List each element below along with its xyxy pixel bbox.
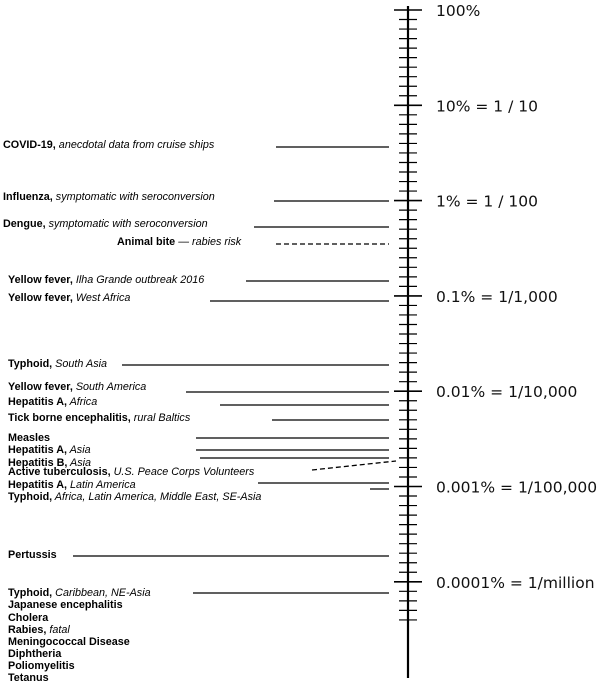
entry-label [8, 432, 50, 444]
entry-label [8, 412, 191, 424]
entry-note: Asia [67, 444, 91, 456]
scale-label: 100% [436, 2, 481, 20]
entry-label [8, 660, 75, 672]
entry-note: U.S. Peace Corps Volunteers [110, 466, 255, 478]
entry-name: Active tuberculosis, [8, 466, 111, 478]
entry-label [8, 479, 136, 491]
entry-label [117, 236, 242, 248]
entry-name: Yellow fever, [8, 274, 73, 286]
entry-label [8, 381, 146, 393]
entry-label [8, 549, 57, 561]
entry-label [8, 599, 123, 611]
entry-note: Asia [67, 457, 92, 469]
entry-label [8, 672, 49, 682]
entry-note: anecdotal data from cruise ships [55, 139, 215, 151]
entry-name: Pertussis [8, 549, 57, 561]
scale-label: 0.0001% = 1/million [436, 573, 595, 592]
entry-name: Typhoid, [8, 491, 53, 503]
entry-name: Hepatitis B, [8, 457, 68, 469]
entry-name: Typhoid, [8, 358, 53, 370]
entry-label [3, 191, 215, 203]
entry-note: South America [72, 381, 147, 393]
entry-name: Hepatitis A, [8, 479, 67, 491]
entry-name: Animal bite [117, 236, 176, 248]
entry-name: Japanese encephalitis [8, 599, 123, 611]
entry-label [8, 396, 97, 408]
entry-name: Hepatitis A, [8, 396, 67, 408]
entry-note: Ilha Grande outbreak 2016 [72, 274, 205, 286]
entry-name: Measles [8, 432, 51, 444]
entry-label [3, 139, 215, 151]
scale-label: 0.001% = 1/100,000 [436, 478, 598, 497]
entry-label [8, 358, 107, 370]
entry-name: Dengue, [3, 218, 46, 230]
entry-name: Tetanus [8, 672, 49, 682]
entry-note: Latin America [67, 479, 136, 491]
entry-note: West Africa [72, 292, 131, 304]
entry-name: Meningococcal Disease [8, 636, 130, 648]
entry-name: COVID-19, [3, 139, 56, 151]
entry-note: rural Baltics [130, 412, 191, 424]
entry-label [3, 218, 208, 230]
entry-note: South Asia [52, 358, 108, 370]
entry-label [8, 624, 70, 636]
scale-label: 0.1% = 1/1,000 [436, 287, 558, 306]
entry-note: symptomatic with seroconversion [52, 191, 215, 203]
entry-name: Diphtheria [8, 648, 62, 660]
entry-name: Influenza, [3, 191, 53, 203]
entry-note: symptomatic with seroconversion [45, 218, 208, 230]
entry-name: Typhoid, [8, 587, 53, 599]
entry-note: Africa, Latin America, Middle East, SE-Asia [52, 491, 262, 503]
scale-label: 0.01% = 1/10,000 [436, 383, 578, 402]
entry-name: Poliomyelitis [8, 660, 75, 672]
entry-label [8, 274, 204, 286]
scale-label: 1% = 1 / 100 [436, 192, 538, 211]
entry-name: Yellow fever, [8, 292, 73, 304]
entry-note: fatal [46, 624, 70, 636]
entry-label [8, 444, 91, 456]
entry-note: Caribbean, NE-Asia [52, 587, 151, 599]
entry-connector [312, 461, 396, 470]
entry-label [8, 292, 130, 304]
entry-label [8, 466, 255, 478]
entry-label [8, 587, 151, 599]
entry-name: Cholera [8, 612, 49, 624]
entry-note: Africa [67, 396, 98, 408]
entry-label [8, 612, 49, 624]
entry-label [8, 491, 261, 503]
entry-name: Yellow fever, [8, 381, 73, 393]
entry-name: Rabies, [8, 624, 47, 636]
entry-label [8, 648, 62, 660]
entry-note: — rabies risk [175, 236, 242, 248]
entry-name: Tick borne encephalitis, [8, 412, 131, 424]
scale-label: 10% = 1 / 10 [436, 97, 538, 116]
entry-label [8, 636, 130, 648]
entry-name: Hepatitis A, [8, 444, 67, 456]
